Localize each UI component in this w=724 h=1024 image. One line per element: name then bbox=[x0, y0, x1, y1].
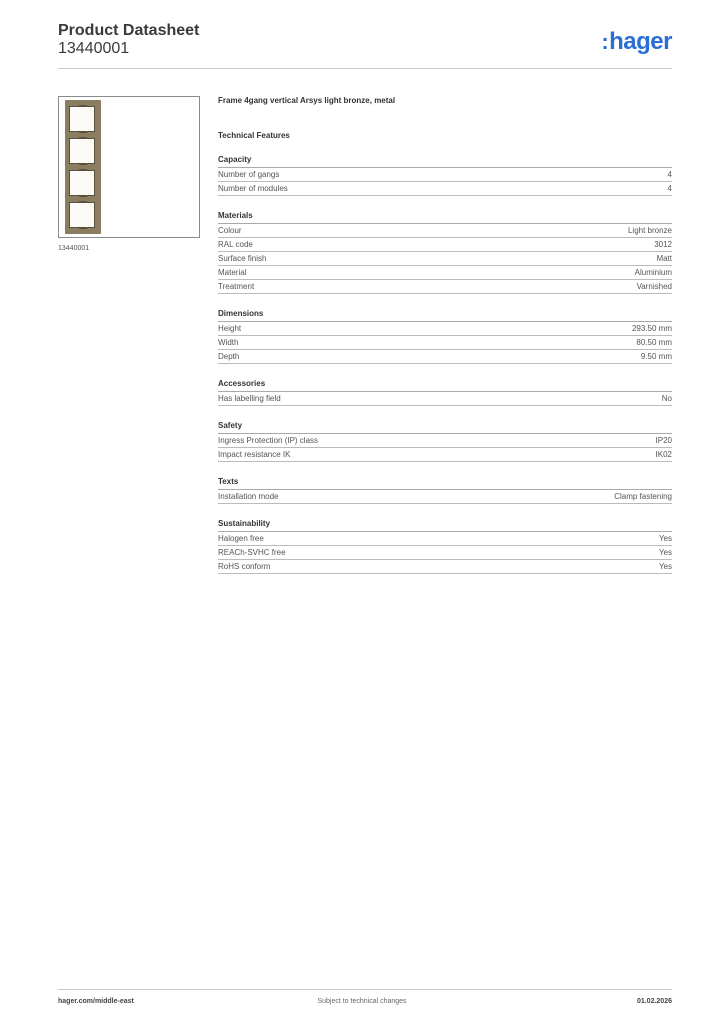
spec-row bbox=[218, 336, 672, 350]
spec-label: Halogen free bbox=[218, 534, 264, 543]
feature-group bbox=[218, 519, 672, 574]
spec-row bbox=[218, 252, 672, 266]
group-title: Safety bbox=[218, 421, 672, 434]
group-title: Capacity bbox=[218, 155, 672, 168]
group-title: Sustainability bbox=[218, 519, 672, 532]
spec-value: Yes bbox=[658, 562, 672, 571]
hager-logo: :hager bbox=[601, 28, 672, 55]
spec-value: 4 bbox=[667, 170, 672, 179]
spec-value: 293.50 mm bbox=[631, 324, 672, 333]
spec-value: Matt bbox=[656, 254, 672, 263]
spec-value: Varnished bbox=[636, 282, 672, 291]
frame-slot bbox=[69, 106, 95, 132]
spec-row bbox=[218, 532, 672, 546]
technical-features-heading: Technical Features bbox=[218, 131, 290, 140]
feature-group bbox=[218, 309, 672, 364]
group-title: Texts bbox=[218, 477, 672, 490]
spec-row bbox=[218, 490, 672, 504]
spec-label: Has labelling field bbox=[218, 394, 281, 403]
footer-date: 01.02.2026 bbox=[636, 998, 672, 1005]
footer-notice: Subject to technical changes bbox=[317, 998, 407, 1005]
spec-value: Light bronze bbox=[627, 226, 672, 235]
feature-group bbox=[218, 421, 672, 462]
spec-row bbox=[218, 224, 672, 238]
spec-label: Height bbox=[218, 324, 242, 333]
spec-label: REACh-SVHC free bbox=[218, 548, 286, 557]
spec-label: Impact resistance IK bbox=[218, 450, 291, 459]
spec-value: 4 bbox=[667, 184, 672, 193]
frame-illustration bbox=[65, 100, 101, 234]
frame-slot bbox=[69, 138, 95, 164]
spec-value: IP20 bbox=[655, 436, 672, 445]
spec-label: Number of modules bbox=[218, 184, 288, 193]
spec-label: RoHS conform bbox=[218, 562, 271, 571]
spec-label: Installation mode bbox=[218, 492, 279, 501]
document-number: 13440001 bbox=[58, 40, 130, 57]
group-title: Dimensions bbox=[218, 309, 672, 322]
spec-row bbox=[218, 546, 672, 560]
spec-label: Treatment bbox=[218, 282, 255, 291]
spec-label: Ingress Protection (IP) class bbox=[218, 436, 319, 445]
image-caption: 13440001 bbox=[58, 245, 90, 252]
spec-label: Depth bbox=[218, 352, 240, 361]
spec-row bbox=[218, 182, 672, 196]
frame-slot bbox=[69, 170, 95, 196]
spec-row bbox=[218, 448, 672, 462]
spec-label: Number of gangs bbox=[218, 170, 280, 179]
spec-value: Clamp fastening bbox=[614, 492, 672, 501]
spec-value: 3012 bbox=[654, 240, 672, 249]
frame-slot bbox=[69, 202, 95, 228]
group-title: Accessories bbox=[218, 379, 672, 392]
spec-value: 80.50 mm bbox=[636, 338, 672, 347]
spec-row bbox=[218, 266, 672, 280]
spec-row bbox=[218, 392, 672, 406]
spec-row bbox=[218, 322, 672, 336]
spec-value: No bbox=[661, 394, 672, 403]
spec-label: Surface finish bbox=[218, 254, 267, 263]
footer-website[interactable]: hager.com/middle-east bbox=[58, 998, 134, 1005]
footer-divider bbox=[58, 989, 672, 990]
spec-row bbox=[218, 238, 672, 252]
spec-label: Material bbox=[218, 268, 247, 277]
product-details bbox=[218, 96, 672, 574]
spec-value: Yes bbox=[658, 548, 672, 557]
group-title: Materials bbox=[218, 211, 672, 224]
spec-value: IK02 bbox=[655, 450, 672, 459]
spec-label: Colour bbox=[218, 226, 242, 235]
document-title: Product Datasheet bbox=[58, 22, 200, 39]
spec-label: Width bbox=[218, 338, 239, 347]
feature-group bbox=[218, 155, 672, 196]
feature-group bbox=[218, 379, 672, 406]
spec-row bbox=[218, 560, 672, 574]
feature-group bbox=[218, 211, 672, 294]
spec-row bbox=[218, 168, 672, 182]
spec-value: 9.50 mm bbox=[640, 352, 672, 361]
spec-row bbox=[218, 280, 672, 294]
spec-row bbox=[218, 350, 672, 364]
spec-value: Aluminium bbox=[634, 268, 672, 277]
page-header bbox=[58, 22, 199, 58]
feature-group bbox=[218, 477, 672, 504]
product-image bbox=[58, 96, 200, 238]
product-title: Frame 4gang vertical Arsys light bronze, metal bbox=[218, 96, 396, 105]
feature-groups bbox=[218, 155, 672, 574]
spec-row bbox=[218, 434, 672, 448]
logo-text: hager bbox=[609, 28, 672, 55]
spec-value: Yes bbox=[658, 534, 672, 543]
header-divider bbox=[58, 68, 672, 69]
spec-label: RAL code bbox=[218, 240, 253, 249]
